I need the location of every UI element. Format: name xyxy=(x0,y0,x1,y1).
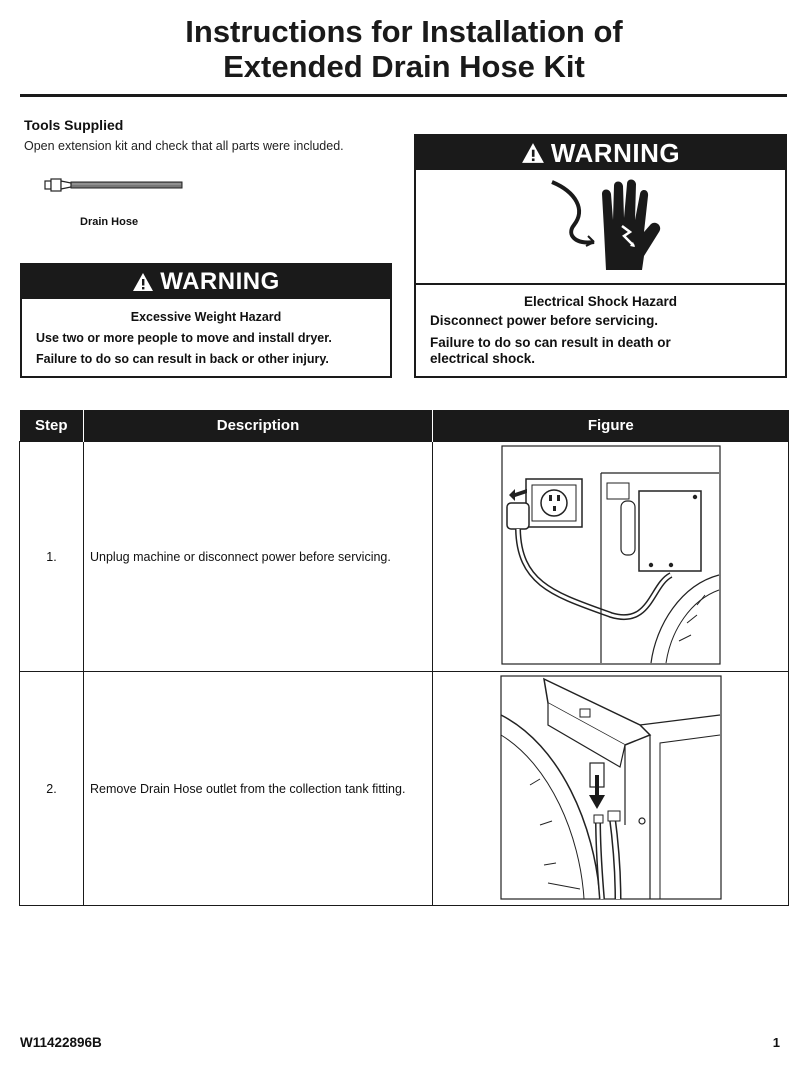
weight-warning-line-1: Use two or more people to move and install dryer. xyxy=(36,331,332,345)
header-step: Step xyxy=(20,410,84,442)
shock-warning-line-2a: Failure to do so can result in death or xyxy=(430,335,671,350)
step-description: Unplug machine or disconnect power before servicing. xyxy=(84,442,433,672)
drain-hose-label: Drain Hose xyxy=(80,216,139,228)
shock-warning-line-2b: electrical shock. xyxy=(430,351,536,366)
remove-drain-hose-figure xyxy=(500,675,722,900)
step-description: Remove Drain Hose outlet from the collection tank fitting. xyxy=(84,672,433,906)
weight-warning-line-2: Failure to do so can result in back or other injury. xyxy=(36,352,329,366)
page-title xyxy=(0,14,808,84)
title-line-2: Extended Drain Hose Kit xyxy=(223,49,585,84)
electric-shock-hand-icon xyxy=(416,170,785,283)
warning-banner-text: WARNING xyxy=(550,137,681,168)
warning-triangle-icon xyxy=(132,272,154,292)
step-number: 2. xyxy=(20,672,84,906)
shock-warning-line-1: Disconnect power before servicing. xyxy=(430,313,659,328)
table-row xyxy=(20,672,789,906)
warning-banner xyxy=(416,136,785,170)
shock-warning-box xyxy=(414,134,787,378)
steps-table xyxy=(19,410,789,906)
step-figure-cell xyxy=(433,672,789,906)
warning-banner-text: WARNING xyxy=(160,268,280,295)
page-number: 1 xyxy=(772,1035,780,1050)
weight-hazard-title: Excessive Weight Hazard xyxy=(130,310,282,324)
drain-hose-illustration xyxy=(44,173,184,197)
document-code: W11422896B xyxy=(20,1035,102,1050)
title-divider xyxy=(20,94,787,97)
step-number: 1. xyxy=(20,442,84,672)
shock-hazard-title: Electrical Shock Hazard xyxy=(523,294,678,309)
warning-triangle-icon xyxy=(521,142,545,164)
shock-pictogram-area xyxy=(416,170,785,285)
step-figure-cell xyxy=(433,442,789,672)
weight-warning-box xyxy=(20,263,392,378)
title-line-1: Instructions for Installation of xyxy=(185,14,623,49)
header-figure: Figure xyxy=(433,410,789,442)
unplug-power-figure xyxy=(501,445,721,665)
warning-banner xyxy=(22,265,390,299)
shock-warning-line-2 xyxy=(430,335,785,367)
tools-intro: Open extension kit and check that all parts were included. xyxy=(24,139,344,153)
table-row xyxy=(20,442,789,672)
table-header-row xyxy=(20,410,789,442)
header-description: Description xyxy=(84,410,433,442)
tools-heading: Tools Supplied xyxy=(24,117,124,133)
